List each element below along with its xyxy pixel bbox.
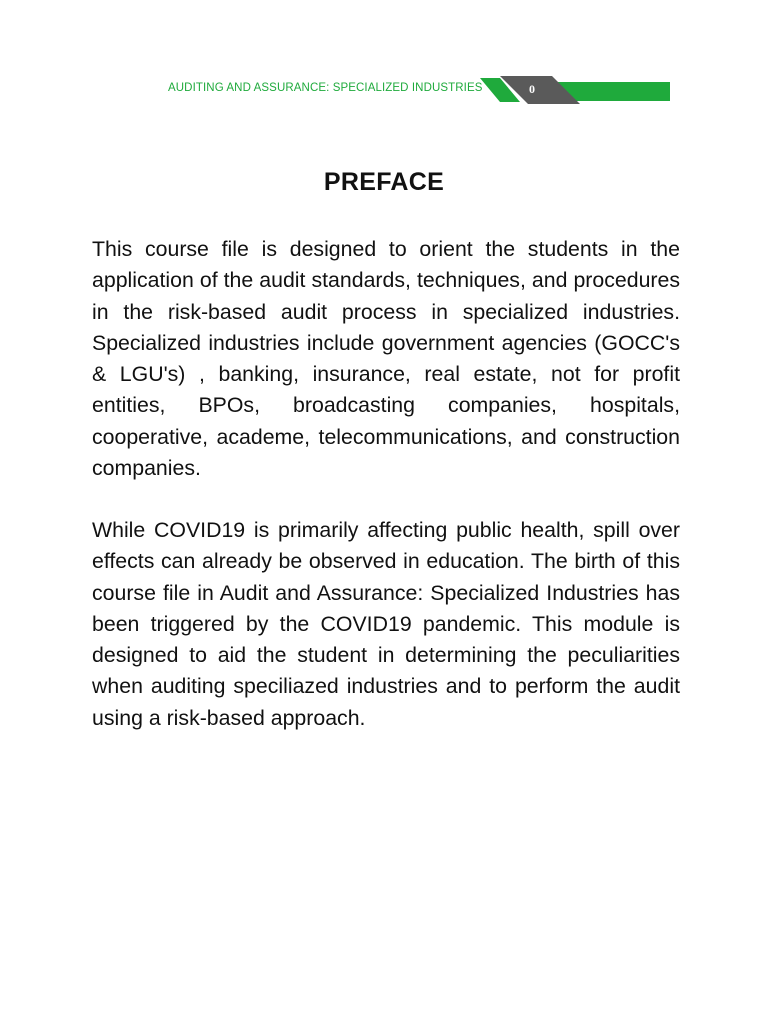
page-title: PREFACE	[323, 168, 445, 196]
preface-paragraph-1: This course file is designed to orient the students in the application of the audit standards, techniques, and procedures in the risk-based audit process in specialized industries. Specialized industries include government agencies (GOCC's & LGU's) , banking, insurance, real estate, not for profit entities, BPOs, broadcasting companies, hospitals, cooperative, academe, telecommunications, and construction companies.	[92, 237, 680, 481]
page-header	[0, 0, 768, 120]
header-banner-graphic	[0, 0, 768, 120]
preface-paragraph-2: While COVID19 is primarily affecting public health, spill over effects can already be observed in education. The birth of this course file in Audit and Assurance: Specialized Industries has been triggered by the COVID19 pandemic. This module is designed to aid the student in determining the peculiarities when auditing speciliazed industries and to perform the audit using a risk-based approach.	[92, 518, 680, 730]
header-course-title: AUDITING AND ASSURANCE: SPECIALIZED INDUSTRIES	[168, 82, 483, 94]
page-number: 0	[529, 82, 535, 96]
